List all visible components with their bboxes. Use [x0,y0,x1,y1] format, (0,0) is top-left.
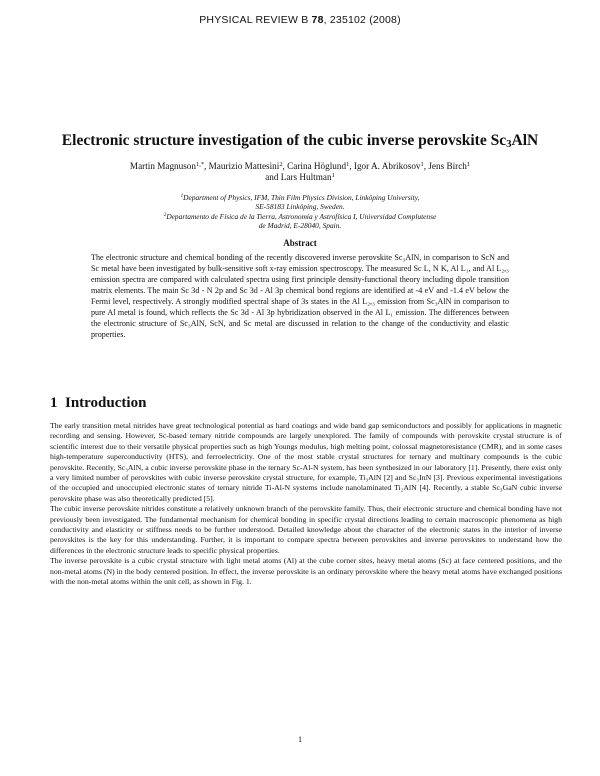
author-list [60,161,540,183]
paragraph-1: The early transition metal nitrides have great technological potential as hard coatings and wide band gap semiconductors and possibly for applications in magnetic recording and sensing. However, Sc-based ternary nitride compounds are largely unexplored. The family of compounds with perovskite crystal structure is of scientific interest due to their versatile physical properties such as high Youngs modulus, high melting point, colossal magnetoresistance (CMR), and in some cases high-temperature superconductivity (HTS), and ferroelectricity. One of the most stable crystal structures for ternary and multinary compounds is the cubic perovskite. Recently, Sc₃AlN, a cubic inverse perovskite phase in the ternary Sc-Al-N system, has been synthesized in our laboratory [1]. Presently, there exist only a very limited number of perovskites with cubic inverse perovskite crystal structure, for example, Ti₃AlN [2] and Sc₃InN [3]. Previous experimental investigations of the occupied and unoccupied electronic states of ternary nitride Ti-Al-N systems include nanolaminated Ti₂AlN [4]. Recently, a stable Sc₃GaN cubic inverse perovskite phase was also theoretically predicted [5]. [50,421,562,503]
section-heading [50,395,146,412]
affiliation-2-marker: 2 [163,211,167,218]
author-4: , Igor A. Abrikosov [349,161,421,171]
journal-volume: 78 [311,14,324,26]
paragraph-3: The inverse perovskite is a cubic crystal structure with light metal atoms (Al) at the cube corner sites, heavy metal atoms (Sc) at face centered positions, and the non-metal atoms (N) in the body centered position. In effect, the inverse perovskite is an ordinary perovskite where the heavy metal atoms have exchanged positions with the non-metal atoms within the unit cell, as shown in Fig. 1. [50,556,562,587]
section-title: Introduction [65,395,147,411]
author-2: , Maurizio Mattesini [204,161,280,171]
author-3: , Carina Höglund [282,161,347,171]
author-4-affil: 1 [420,161,424,168]
author-5-affil: 1 [466,161,471,168]
paper-title [20,132,580,150]
author-6-affil: 1 [331,172,335,179]
abstract-heading: Abstract [283,238,317,248]
body-text [50,421,562,588]
section-number: 1 [50,395,58,411]
paragraph-2: The cubic inverse perovskite nitrides constitute a relatively unknown branch of the perovskite family. Thus, their electronic structure and chemical bonding have not previously been investigated. The fundamental mechanism for chemical bonding in specific crystal directions leading to certain macroscopic phenomena as high conductivity and elasticity or stiffness needs to be further understood. Detailed knowledge about the character of the electronic states in the interior of inverse perovskites is the key for this understanding. Further, it is important to compare spectra between perovskites and inverse perovskites to understand how the differences in the electronic structure leads to specific physical properties. [50,504,562,555]
affiliation-2-line1: Departamento de Física de la Tierra, Astronomía y Astrofísica I, Universidad Complutense [166,211,437,221]
page-number: 1 [297,734,303,744]
journal-citation: , 235102 (2008) [323,14,401,26]
abstract-text: The electronic structure and chemical bonding of the recently discovered inverse perovskite Sc₃AlN, in comparison to ScN and Sc metal have been investigated by bulk-sensitive soft x-ray emission spectroscopy. The measured Sc L, N K, Al L₁, and Al L₂,₃ emission spectra are compared with calculated spectra using first principle density-functional theory including dipole transition matrix elements. The main Sc 3d - N 2p and Sc 3d - Al 3p chemical bond regions are identified at -4 eV and -1.4 eV below the Fermi level, respectively. A strongly modified spectral shape of 3s states in the Al L₂,₃ emission from Sc₃AlN in comparison to pure Al metal is found, which reflects the Sc 3d - Al 3p hybridization observed in the Al L₁ emission. The differences between the electronic structure of Sc₃AlN, ScN, and Sc metal are discussed in relation to the change of the conductivity and elastic properties. [91,253,509,339]
journal-header [0,14,600,26]
affiliation-1-line1: Department of Physics, IFM, Thin Film Physics Division, Linköping University, [183,193,420,202]
author-5: , Jens Birch [423,161,467,171]
title-subscript: 3 [506,138,512,150]
affiliation-1-marker: 1 [180,193,184,199]
author-1-affil: 1,* [196,161,205,168]
affiliation-2-line2: de Madrid, E-28040, Spain. [258,221,342,231]
author-1: Martin Magnuson [129,161,196,171]
journal-name: PHYSICAL REVIEW B [199,14,312,26]
author-2-affil: 2 [279,161,283,168]
affiliations [80,193,520,231]
author-3-affil: 1 [346,161,350,168]
title-end: AlN [511,132,539,149]
title-text: Electronic structure investigation of the cubic inverse perovskite Sc [61,132,507,149]
author-6: and Lars Hultman [265,172,332,182]
affiliation-1-line2: SE-58183 Linköping, Sweden. [255,202,345,212]
